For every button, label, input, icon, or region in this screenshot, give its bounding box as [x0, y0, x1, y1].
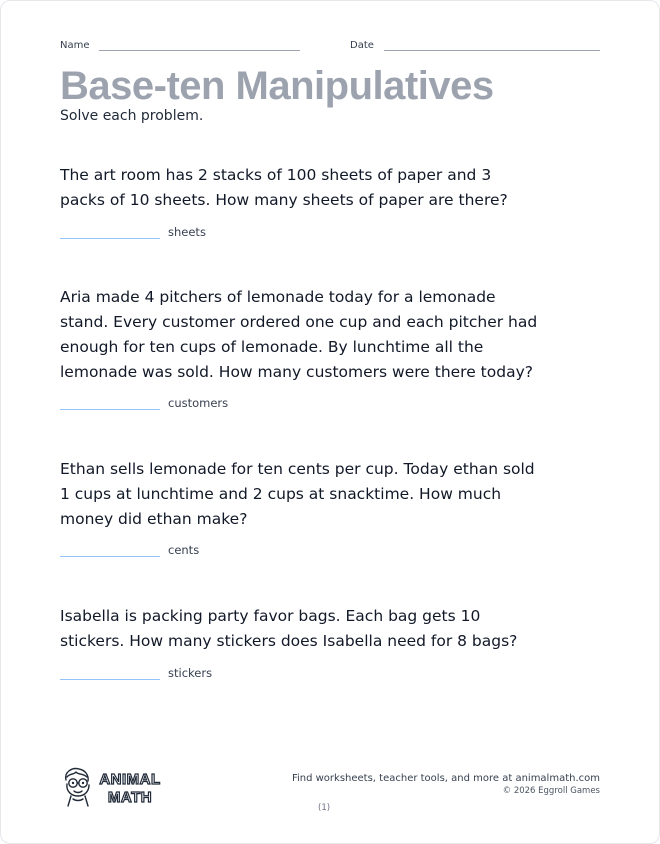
problem-4 — [60, 604, 540, 680]
problem-2 — [60, 285, 540, 410]
problem-1 — [60, 163, 540, 239]
answer-row — [60, 225, 360, 241]
answer-row — [60, 666, 360, 682]
problem-text: The art room has 2 stacks of 100 sheets of paper and 3 packs of 10 sheets. How many sheets of paper are there? — [60, 166, 508, 209]
page-title: Base-ten Manipulatives — [60, 64, 494, 108]
answer-row — [60, 543, 360, 559]
answer-blank[interactable] — [60, 238, 160, 239]
answer-blank[interactable] — [60, 679, 160, 680]
name-date-row — [60, 38, 600, 54]
footer-info — [292, 772, 600, 797]
problem-text: Aria made 4 pitchers of lemonade today for a lemonade stand. Every customer ordered one cup and each pitcher had enough for ten cups of lemonade. By lunchtime all the lemonade was sold. How many customers were there today? — [60, 288, 538, 381]
footer-tagline: Find worksheets, teacher tools, and more at animalmath.com — [291, 773, 600, 784]
answer-unit: customers — [168, 396, 229, 410]
answer-blank[interactable] — [60, 409, 160, 410]
answer-unit: cents — [168, 543, 200, 557]
page-number: (1) — [318, 803, 331, 813]
problem-text: Isabella is packing party favor bags. Each bag gets 10 stickers. How many stickers does Isabella need for 8 bags? — [60, 607, 518, 650]
problem-text: Ethan sells lemonade for ten cents per cup. Today ethan sold 1 cups at lunchtime and 2 cups at snacktime. How much money did ethan make? — [60, 460, 535, 528]
name-field[interactable] — [99, 50, 300, 51]
answer-unit: stickers — [168, 666, 213, 680]
answer-unit: sheets — [168, 225, 206, 239]
logo-text-math: MATH — [107, 789, 153, 806]
problem-3 — [60, 457, 540, 557]
logo-text-animal: ANIMAL — [99, 771, 161, 788]
name-label: Name — [60, 40, 90, 51]
answer-row — [60, 396, 360, 412]
footer-copyright: © 2026 Eggroll Games — [502, 786, 600, 796]
date-label: Date — [350, 40, 374, 51]
animal-math-logo — [60, 764, 170, 808]
instructions: Solve each problem. — [60, 108, 204, 124]
answer-blank[interactable] — [60, 556, 160, 557]
date-field[interactable] — [384, 50, 600, 51]
